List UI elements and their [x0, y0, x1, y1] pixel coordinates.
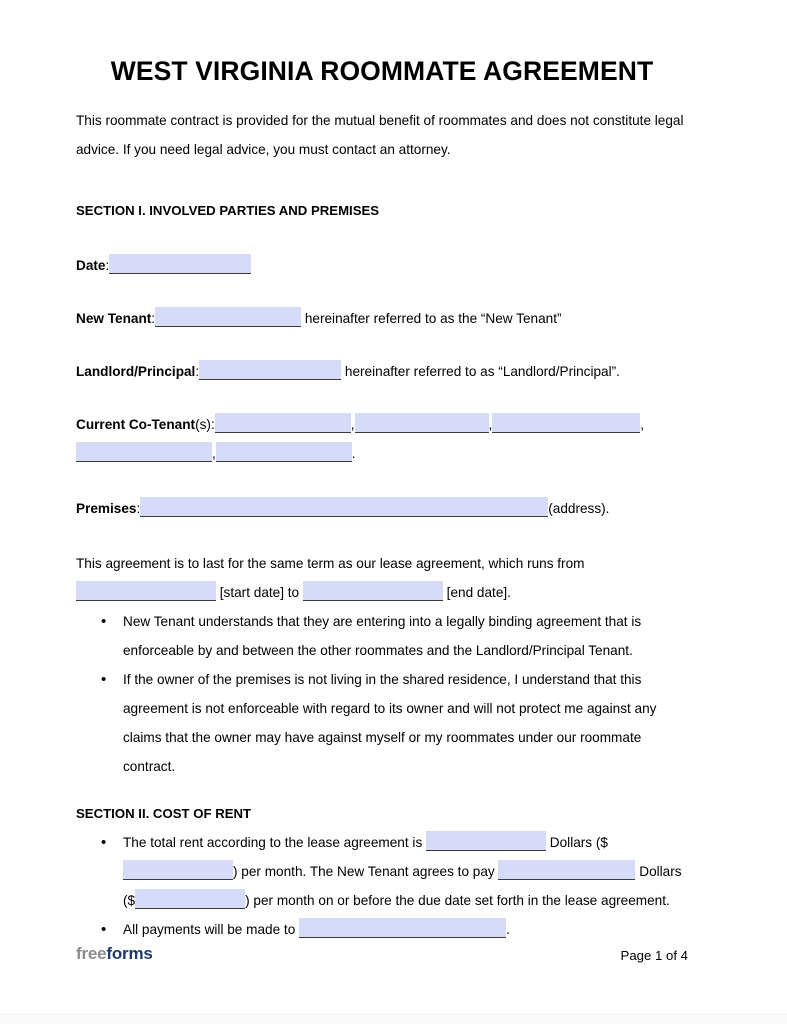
- premises-colon: :: [136, 501, 141, 517]
- cotenant-sep-2: ,: [488, 417, 493, 433]
- section-1-bullet-list: [76, 607, 688, 781]
- rent-text-4: Dollars ($: [123, 864, 682, 909]
- cotenant-sep-3: ,: [640, 417, 645, 433]
- total-rent-words-input[interactable]: [426, 831, 546, 851]
- start-date-input[interactable]: [76, 581, 216, 601]
- cotenant-input-3[interactable]: [492, 413, 640, 433]
- logo-text-free: free: [76, 944, 107, 963]
- new-tenant-label: New Tenant: [76, 311, 152, 327]
- date-input[interactable]: [109, 254, 251, 274]
- list-item: [123, 828, 688, 915]
- cotenant-end: .: [351, 446, 356, 462]
- cotenant-input-5[interactable]: [216, 442, 352, 462]
- new-tenant-suffix: hereinafter referred to as the “New Tenant”: [301, 311, 562, 327]
- premises-suffix: (address).: [548, 501, 610, 517]
- freeforms-logo: [76, 944, 153, 964]
- rent-text-3: ) per month. The New Tenant agrees to pay: [233, 864, 499, 880]
- cotenant-colon: :: [210, 417, 215, 433]
- section-2-heading: SECTION II. COST OF RENT: [76, 806, 252, 822]
- new-tenant-colon: :: [151, 311, 156, 327]
- lease-term-paragraph: [76, 523, 688, 607]
- end-date-input[interactable]: [303, 581, 443, 601]
- landlord-label: Landlord/Principal: [76, 364, 196, 380]
- intro-paragraph: This roommate contract is provided for the mutual benefit of roommates and does not constitute legal advice. If you need legal advice, you must contact an attorney.: [76, 113, 684, 158]
- end-date-label: [end date].: [442, 585, 511, 601]
- cotenant-sep-4: ,: [212, 446, 216, 462]
- tenant-share-amount-input[interactable]: [135, 889, 245, 909]
- cotenant-row: [76, 386, 688, 468]
- logo-text-forms: forms: [106, 944, 153, 963]
- new-tenant-row: [76, 280, 688, 333]
- section-1-heading: SECTION I. INVOLVED PARTIES AND PREMISES: [76, 203, 380, 219]
- date-label: Date: [76, 258, 106, 274]
- date-colon: :: [105, 258, 110, 274]
- list-item: [123, 915, 688, 944]
- payment-text: All payments will be made to: [123, 922, 300, 938]
- landlord-suffix: hereinafter referred to as “Landlord/Principal”.: [341, 364, 620, 380]
- payment-end: .: [506, 922, 510, 938]
- landlord-colon: :: [195, 364, 200, 380]
- page-footer: [76, 944, 688, 974]
- cotenant-sep-1: ,: [350, 417, 355, 433]
- page-number: Page 1 of 4: [620, 948, 688, 963]
- new-tenant-input[interactable]: [155, 307, 301, 327]
- section-2-bullet-list: [76, 828, 688, 944]
- payment-recipient-input[interactable]: [299, 918, 506, 938]
- list-item: • If the owner of the premises is not living in the shared residence, I understand that this agreement is not enforceable with regard to its owner and will not protect me against any claims that the owner may have against myself or my roommates under our roommate contract.: [123, 665, 688, 781]
- landlord-input[interactable]: [199, 360, 341, 380]
- page-title: WEST VIRGINIA ROOMMATE AGREEMENT: [110, 56, 654, 86]
- rent-text-5: ) per month on or before the due date set forth in the lease agreement.: [245, 893, 670, 909]
- cotenant-input-1[interactable]: [215, 413, 351, 433]
- premises-label: Premises: [76, 501, 137, 517]
- premises-row: [76, 468, 688, 523]
- cotenant-input-4[interactable]: [76, 442, 212, 462]
- cotenant-label: Current Co-Tenant: [76, 417, 196, 433]
- lease-term-text: This agreement is to last for the same term as our lease agreement, which runs from: [76, 556, 585, 572]
- premises-input[interactable]: [140, 497, 548, 517]
- page-bottom-edge: [0, 1014, 787, 1024]
- rent-text-1: The total rent according to the lease agreement is: [123, 835, 427, 851]
- document-content: [76, 0, 688, 944]
- start-date-label: [start date] to: [216, 585, 303, 601]
- cotenant-label-plural: (s): [195, 417, 211, 433]
- landlord-row: [76, 333, 688, 386]
- date-row: [76, 225, 688, 280]
- rent-text-2: Dollars ($: [546, 835, 608, 851]
- list-item: • New Tenant understands that they are entering into a legally binding agreement that is enforceable by and between the other roommates and the Landlord/Principal Tenant.: [123, 607, 688, 665]
- tenant-share-words-input[interactable]: [498, 860, 635, 880]
- total-rent-amount-input[interactable]: [123, 860, 233, 880]
- cotenant-input-2[interactable]: [355, 413, 489, 433]
